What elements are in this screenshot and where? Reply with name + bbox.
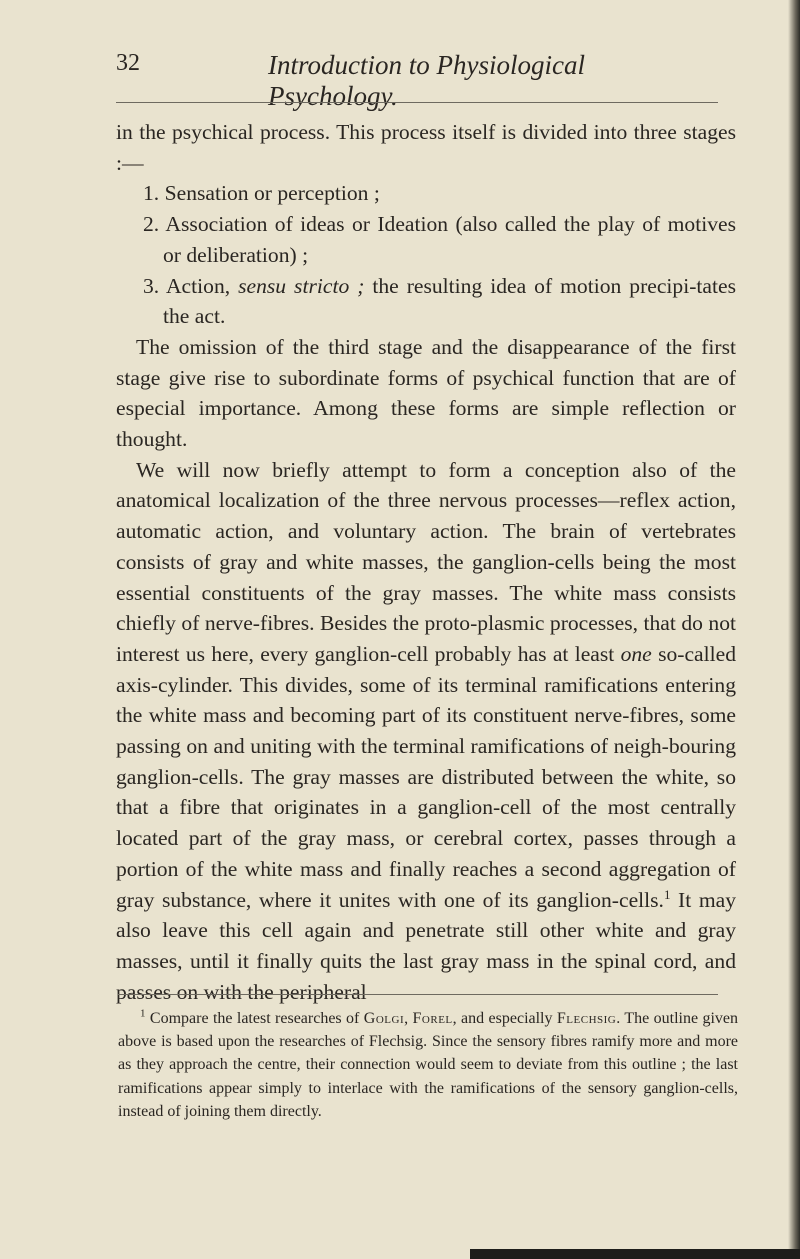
list-item-text: the resulting idea of motion precipi-tates the act.	[163, 273, 736, 329]
footnote-text: Compare the latest researches of	[145, 1010, 364, 1027]
list-item	[116, 271, 736, 332]
body-text	[116, 117, 736, 1007]
latin-phrase: sensu stricto ;	[238, 273, 365, 298]
footnote-marker: 1	[140, 1007, 146, 1020]
paragraph-text: We will now briefly attempt to form a conception also of the anatomical localization of the three nervous processes—reflex action, automatic action, and voluntary action. The brain of vertebrates consists of gray and white masses, the ganglion-cells being the most essential constituents of the gray masses. The white mass consists chiefly of nerve-fibres. Besides the proto-plasmic processes, that do not interest us here, every ganglion-cell probably has at least	[116, 457, 736, 666]
paragraph-text: It may also leave this cell again and penetrate still other white and gray masses, until it finally quits the last gray mass in the spinal cord, and passes on with the peripheral	[116, 887, 736, 1004]
footnote-text: ,	[404, 1010, 413, 1027]
author-name: Flechsig	[556, 1010, 617, 1027]
author-name: Golgi	[363, 1010, 405, 1027]
footnote-rule	[118, 994, 718, 995]
footnote-reference[interactable]: 1	[663, 886, 671, 902]
bottom-edge-bar	[470, 1249, 800, 1259]
list-item: 1. Sensation or perception ;	[143, 181, 380, 206]
running-title: Introduction to Physiological Psychology.	[268, 50, 585, 111]
page-edge-shadow	[788, 0, 800, 1259]
footnote-text: . The outline given above is based upon the researches of Flechsig. Since the sensory fibres ramify more and more as they approach the centre, their connection would seem to deviate from this outline ; the last ramifications appear simply to interlace with the ramifications of the sensory ganglion-cells, instead of joining them directly.	[118, 1010, 739, 1120]
author-name: Forel	[412, 1010, 453, 1027]
footnote-text: , and especially	[452, 1010, 557, 1027]
paragraph: The omission of the third stage and the disappearance of the first stage give rise to subordinate forms of psychical function that are of especial importance. Among these forms are simple reflection or thought.	[116, 334, 736, 452]
page-number: 32	[116, 50, 140, 76]
footnote	[118, 1007, 738, 1123]
emphasis: one	[620, 641, 652, 666]
paragraph: in the psychical process. This process itself is divided into three stages :—	[116, 120, 736, 175]
paragraph	[116, 455, 736, 1008]
page-header	[116, 50, 720, 111]
header-rule	[116, 102, 718, 103]
paragraph-text: so-called axis-cylinder. This divides, some of its terminal ramifications entering the white mass and becoming part of its constituent nerve-fibres, some passing on and uniting with the terminal ramifications of neigh-bouring ganglion-cells. The gray masses are distributed between the white, so that a fibre that originates in a ganglion-cell of the most centrally located part of the gray mass, or cerebral cortex, passes through a portion of the white mass and finally reaches a second aggregation of gray substance, where it unites with one of its ganglion-cells.	[116, 641, 737, 912]
list-item: 2. Association of ideas or Ideation (also called the play of motives or deliberation) ;	[143, 212, 736, 267]
list-item-prefix: 3. Action,	[143, 273, 239, 298]
